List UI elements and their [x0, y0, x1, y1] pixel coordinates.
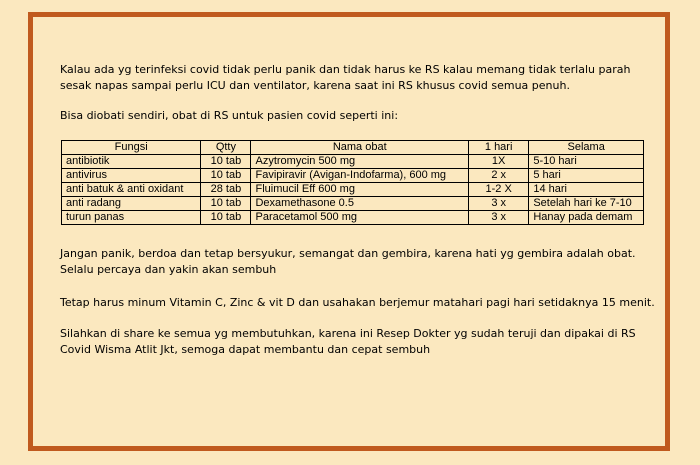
closing-paragraph-1: Jangan panik, berdoa dan tetap bersyukur, semangat dan gembira, karena hati yg gembira adalah obat. Selalu percaya dan yakin akan sembuh — [60, 247, 636, 276]
header-1-hari: 1 hari — [468, 141, 528, 155]
table-row — [62, 183, 644, 197]
cell-1-hari: 2 x — [468, 169, 528, 183]
header-qtty: Qtty — [201, 141, 251, 155]
closing-paragraph-2: Tetap harus minum Vitamin C, Zinc & vit D dan usahakan berjemur matahari pagi hari setidaknya 15 menit. — [60, 296, 655, 309]
table-row — [62, 197, 644, 211]
cell-1-hari: 1-2 X — [468, 183, 528, 197]
cell-qtty: 10 tab — [201, 155, 251, 169]
table-row — [62, 169, 644, 183]
table-header-row — [62, 141, 644, 155]
cell-fungsi: antibiotik — [62, 155, 201, 169]
header-nama-obat: Nama obat — [251, 141, 469, 155]
cell-qtty: 10 tab — [201, 211, 251, 225]
cell-selama: 14 hari — [529, 183, 644, 197]
cell-1-hari: 3 x — [468, 197, 528, 211]
cell-fungsi: anti radang — [62, 197, 201, 211]
cell-qtty: 10 tab — [201, 169, 251, 183]
cell-selama: 5 hari — [529, 169, 644, 183]
table-row — [62, 211, 644, 225]
lead-paragraph: Bisa diobati sendiri, obat di RS untuk pasien covid seperti ini: — [60, 109, 399, 122]
cell-nama-obat: Paracetamol 500 mg — [251, 211, 469, 225]
cell-nama-obat: Fluimucil Eff 600 mg — [251, 183, 469, 197]
cell-selama: Hanay pada demam — [529, 211, 644, 225]
table-row — [62, 155, 644, 169]
cell-qtty: 10 tab — [201, 197, 251, 211]
header-selama: Selama — [529, 141, 644, 155]
header-fungsi: Fungsi — [62, 141, 201, 155]
cell-selama: Setelah hari ke 7-10 — [529, 197, 644, 211]
cell-nama-obat: Favipiravir (Avigan-Indofarma), 600 mg — [251, 169, 469, 183]
closing-paragraph-3: Silahkan di share ke semua yg membutuhkan, karena ini Resep Dokter yg sudah teruji dan dipakai di RS Covid Wisma Atlit Jkt, semoga dapat membantu dan cepat sembuh — [60, 327, 636, 356]
cell-qtty: 28 tab — [201, 183, 251, 197]
cell-fungsi: antivirus — [62, 169, 201, 183]
medication-table — [61, 140, 644, 225]
cell-1-hari: 3 x — [468, 211, 528, 225]
cell-fungsi: anti batuk & anti oxidant — [62, 183, 201, 197]
cell-1-hari: 1X — [468, 155, 528, 169]
cell-nama-obat: Dexamethasone 0.5 — [251, 197, 469, 211]
cell-nama-obat: Azytromycin 500 mg — [251, 155, 469, 169]
cell-fungsi: turun panas — [62, 211, 201, 225]
intro-paragraph: Kalau ada yg terinfeksi covid tidak perlu panik dan tidak harus ke RS kalau memang tidak terlalu parah sesak napas sampai perlu ICU dan ventilator, karena saat ini RS khusus covid semua penuh. — [60, 63, 631, 92]
cell-selama: 5-10 hari — [529, 155, 644, 169]
